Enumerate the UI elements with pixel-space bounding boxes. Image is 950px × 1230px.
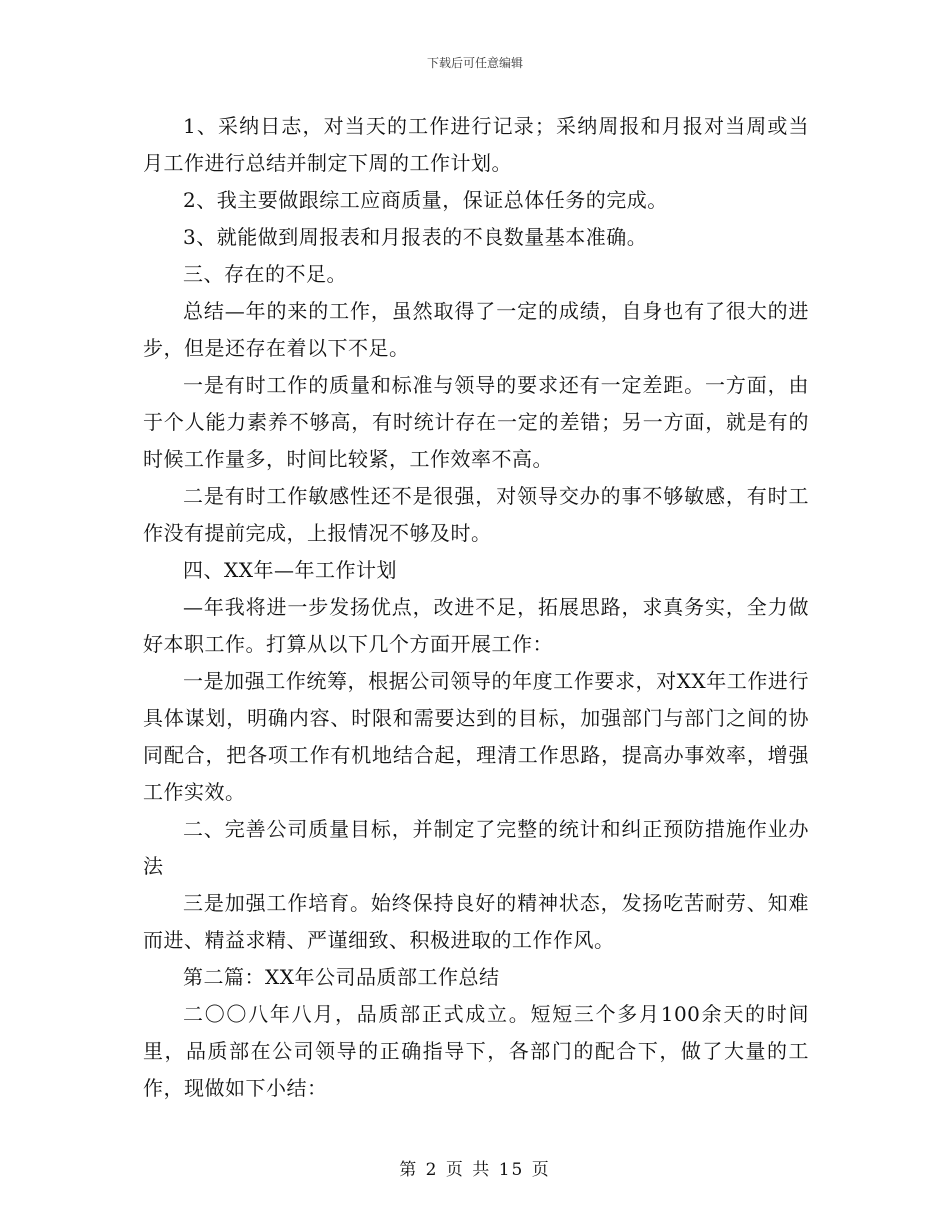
paragraph: 二、完善公司质量目标，并制定了完整的统计和纠正预防措施作业办法	[143, 817, 809, 878]
section-heading: 三、存在的不足。	[183, 262, 347, 286]
paragraph: 二是有时工作敏感性还不是很强，对领导交办的事不够敏感，有时工作没有提前完成，上报情况不够及时。	[143, 484, 809, 545]
page-number-footer: 第 2 页 共 15 页	[399, 1160, 551, 1180]
paragraph: 一是加强工作统筹，根据公司领导的年度工作要求，对XX年工作进行具体谋划，明确内容、时限和需要达到的目标，加强部门与部门之间的协同配合，把各项工作有机地结合起，理清工作思路，提高办事效率，增强工作实效。	[143, 669, 809, 804]
paragraph: —年我将进一步发扬优点，改进不足，拓展思路，求真务实，全力做好本职工作。打算从以下几个方面开展工作：	[143, 595, 809, 656]
page-header: 下载后可任意编辑	[426, 56, 523, 70]
document-body	[143, 108, 809, 1107]
section-heading: 四、XX年—年工作计划	[183, 558, 397, 582]
paragraph: 三是加强工作培育。始终保持良好的精神状态，发扬吃苦耐劳、知难而进、精益求精、严谨细致、积极进取的工作作风。	[143, 891, 809, 952]
paragraph: 1、采纳日志，对当天的工作进行记录；采纳周报和月报对当周或当月工作进行总结并制定下周的工作计划。	[143, 114, 809, 175]
paragraph: 总结—年的来的工作，虽然取得了一定的成绩，自身也有了很大的进步，但是还存在着以下不足。	[143, 299, 809, 360]
paragraph: 2、我主要做跟综工应商质量，保证总体任务的完成。	[183, 188, 668, 212]
paragraph: 3、就能做到周报表和月报表的不良数量基本准确。	[183, 225, 648, 249]
paragraph: 二〇〇八年八月，品质部正式成立。短短三个多月100余天的时间里，品质部在公司领导的正确指导下，各部门的配合下，做了大量的工作，现做如下小结：	[143, 1002, 809, 1100]
chapter-heading: 第二篇：XX年公司品质部工作总结	[183, 965, 500, 989]
paragraph: 一是有时工作的质量和标准与领导的要求还有一定差距。一方面，由于个人能力素养不够高，有时统计存在一定的差错；另一方面，就是有的时候工作量多，时间比较紧，工作效率不高。	[143, 373, 809, 471]
